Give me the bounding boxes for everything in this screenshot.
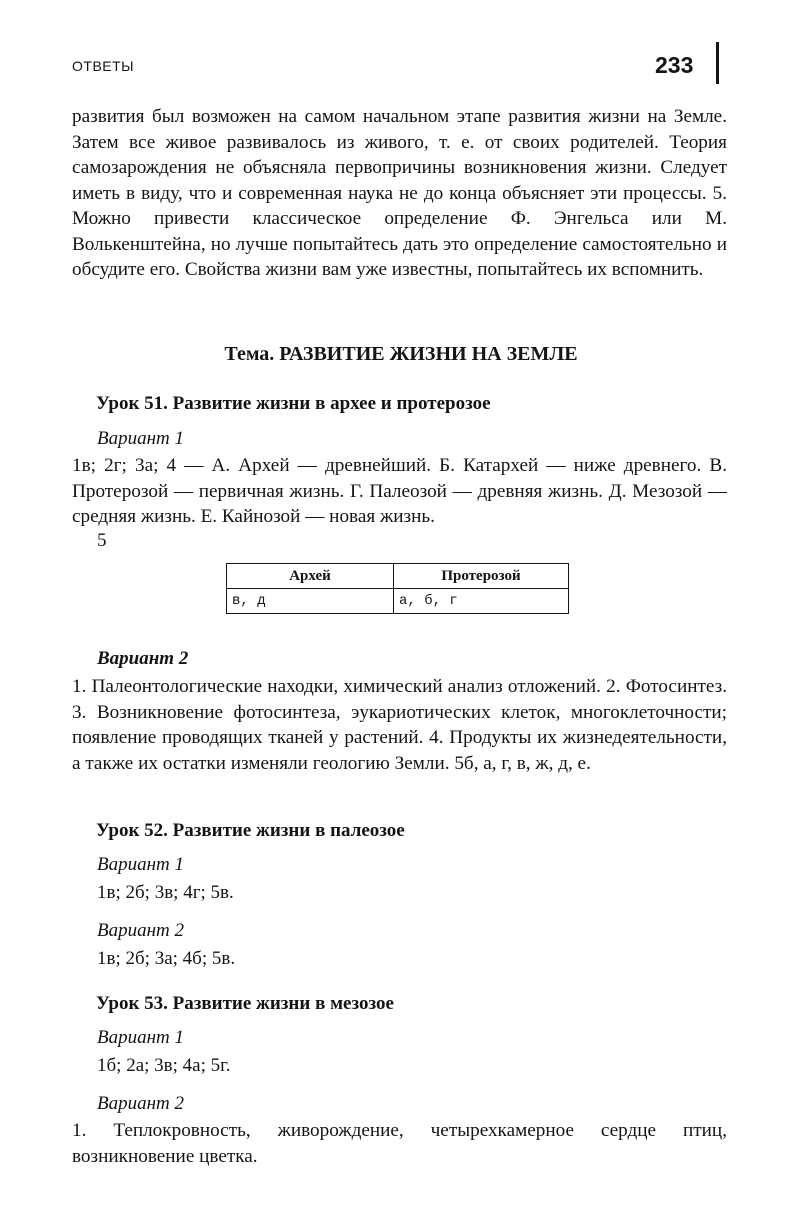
page-number: 233 [655,52,694,78]
lesson-53-variant-2-label: Вариант 2 [97,1093,185,1114]
lesson-52-variant-1-label: Вариант 1 [97,854,185,875]
table-row [227,589,569,614]
lesson-53-title: Урок 53. Развитие жизни в мезозое [96,993,394,1014]
table-header-proterozoic: Протерозой [394,564,569,589]
lesson-52-variant-2-text: 1в; 2б; 3а; 4б; 5в. [97,948,236,969]
lesson-53-variant-1-text: 1б; 2а; 3в; 4а; 5г. [97,1055,231,1076]
table-header-row [227,564,569,589]
lesson-52-variant-1-text: 1в; 2б; 3в; 4г; 5в. [97,882,234,903]
lesson-51-variant-2-text: 1. Палеонтологические находки, химический анализ отложений. 2. Фотосинтез. 3. Возникновение фотосинтеза, эукариотических клеток, многоклеточности; появление проводящих тканей у растений. 4. Продукты их жизнедеятельности, а также их остатки изменяли геологию Земли. 5б, а, г, в, ж, д, е. [72,676,727,774]
lesson-53-variant-2-text: 1. Теплокровность, живорождение, четырехкамерное сердце птиц, возникновение цветка. [72,1120,727,1167]
lesson-52-variant-2-label: Вариант 2 [97,920,185,941]
lesson-51-title: Урок 51. Развитие жизни в архее и протерозое [96,393,491,414]
lesson-51-variant-1-text: 1в; 2г; 3а; 4 — А. Архей — древнейший. Б. Катархей — ниже древнего. В. Протерозой — первичная жизнь. Г. Палеозой — древняя жизнь. Д. Мезозой — средняя жизнь. Е. Кайнозой — новая жизнь. [72,455,727,527]
era-table [226,563,569,614]
intro-paragraph: развития был возможен на самом начальном этапе развития жизни на Земле. Затем все живое развивалось из живого, т. е. от своих родителей. Теория самозарождения не объясняла первопричины возникновения жизни. Следует иметь в виду, что и современная наука не до конца объясняет эти процессы. 5. Можно привести классическое определение Ф. Энгельса или М. Волькенштейна, но лучше попытайтесь дать это определение самостоятельно и обсудите его. Свойства жизни вам уже известны, попытайтесь их вспомнить. [72,106,727,280]
table-cell-proterozoic: а, б, г [394,589,569,614]
lesson-52-title: Урок 52. Развитие жизни в палеозое [96,820,405,841]
lesson-53-variant-1-label: Вариант 1 [97,1027,185,1048]
lesson-51-variant-2-label: Вариант 2 [97,648,189,669]
running-head: ОТВЕТЫ [72,58,135,74]
table-header-archean: Архей [227,564,394,589]
topic-title: Тема. РАЗВИТИЕ ЖИЗНИ НА ЗЕМЛЕ [224,343,578,365]
header-rule [716,42,719,84]
table-cell-archean: в, д [227,589,394,614]
lesson-51-item-5-label: 5 [97,530,107,551]
lesson-51-variant-1-label: Вариант 1 [97,428,185,449]
